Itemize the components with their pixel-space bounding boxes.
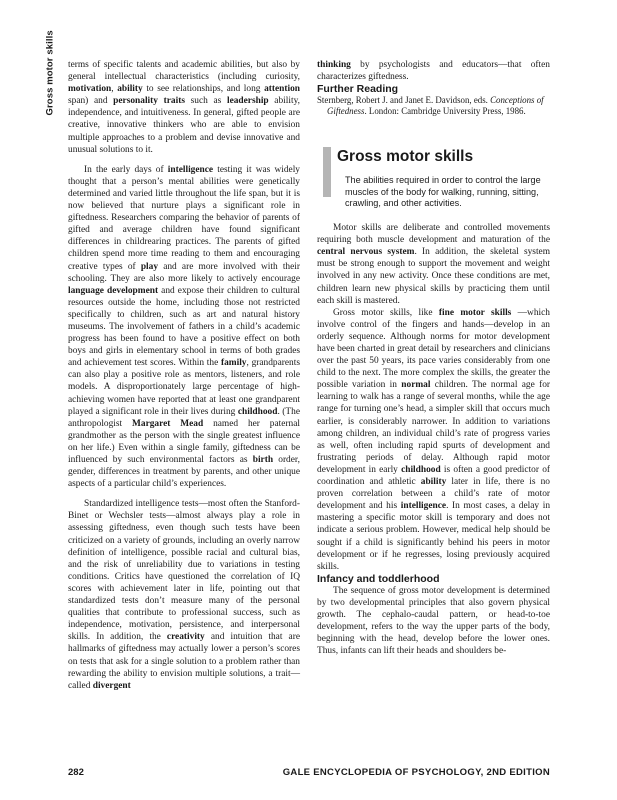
text-run: Sternberg, Robert J. and Janet E. Davidson, eds. — [317, 95, 491, 106]
side-tab-label: Gross motor skills — [44, 30, 56, 116]
left-paragraph-2 — [68, 164, 300, 491]
left-column — [68, 59, 300, 692]
text-run: and intuition that are hallmarks of giftedness may actually lower a person’s scores on tests that ask for a single solution to a problem rather than rewarding the ability to envision multiple solutions, a trait—called — [68, 632, 300, 691]
bold-term: play — [140, 261, 159, 272]
bold-term: intelligence — [167, 164, 214, 175]
bold-term: birth — [252, 455, 274, 465]
left-paragraph-3 — [68, 498, 300, 692]
text-run: and are more involved with their schooling. They are also more likely to actively encourage — [68, 261, 300, 284]
bold-term: ability — [117, 84, 143, 95]
further-reading-reference — [317, 95, 550, 117]
bold-term: childhood — [401, 464, 441, 475]
bold-term: intelligence — [400, 501, 447, 512]
text-run: . In addition, the skeletal system must be strong enough to support the movement and weight involved in any new activity. Once these conditions are met, children learn new physical skills by practicing them until each skill is mastered. — [317, 247, 550, 306]
further-reading-title: Further Reading — [317, 83, 399, 96]
entry-definition: The abilities required in order to control the large muscles of the body for walking, running, sitting, crawling, and other activities. — [345, 175, 541, 209]
bold-term: normal — [401, 380, 431, 391]
text-run: , — [111, 84, 118, 95]
bold-term: Margaret Mead — [132, 418, 204, 429]
text-run: terms of specific talents and academic abilities, but also by general intellectual characteristics (including curiosity, — [68, 60, 300, 83]
right-paragraph-1 — [317, 59, 550, 83]
text-run: and expose their children to cultural resources outside the home, including those not restricted specifically to children, such as art and natural history museums. The involvement of fathers in a child’s academic progress has been found to have a positive effect on both boys and girls in elementary school in terms of both grades and achievement test scores. Within the — [68, 285, 301, 369]
text-run: Gross motor skills, like — [333, 307, 439, 318]
side-tab — [40, 0, 56, 116]
text-run: named her paternal grandmother as the person with the single greatest influence on her life.) Even within a single family, giftedness can be influenced by such environmental factors as — [68, 418, 300, 465]
left-paragraph-1 — [68, 59, 300, 156]
bold-term: divergent — [92, 680, 131, 691]
text-run: such as — [184, 96, 227, 107]
bold-term: childhood — [237, 406, 278, 417]
text-run: is often a good predictor of coordination and athletic — [317, 464, 551, 488]
text-run: later in life, there is no proven correlation between a child’s rate of motor development and his — [317, 477, 550, 512]
text-run: . London: Cambridge University Press, 1986. — [364, 106, 526, 117]
text-run: . In most cases, a delay in mastering a specific motor skill is temporary and does not indicate a serious problem. However, medical help should be sought if a child is significantly behind his peers in motor development or if he regresses, losing previously acquired skills. — [317, 501, 551, 572]
text-run: span) and — [68, 96, 114, 107]
bold-term: fine motor skills — [438, 307, 512, 318]
text-run: by psychologists and educators—that often characterizes giftedness. — [317, 60, 550, 83]
text-run: to see relationships, and long — [142, 84, 265, 95]
page-number: 282 — [68, 767, 84, 778]
right-paragraph-4 — [317, 585, 550, 658]
text-run: —which involve control of the fingers and hands—develop in an orderly sequence. Although norms for motor development have been charted in great detail by researchers and clinicians over the past 50 years, its pace varies considerably from one child to the next. The more complex the skills, the greater the possible variation in — [317, 307, 550, 391]
text-run: In the early days of — [84, 164, 168, 175]
right-column — [317, 59, 550, 657]
bold-term: family — [220, 358, 247, 369]
bold-term: ability — [420, 477, 447, 488]
bold-term: leadership — [226, 96, 269, 107]
definition-box — [317, 147, 550, 210]
bold-term: creativity — [166, 632, 205, 643]
text-run: ability, independence, and intuitiveness. In general, gifted people are creative, innovative thinkers who are able to envision multiple approaches to a problem and devise innovative and unusual solutions to it. — [68, 96, 300, 155]
text-run: The sequence of gross motor development is determined by two developmental principles that also govern physical growth. The cephalo-caudal pattern, or head-to-toe development, refers to the way the upper parts of the body, beginning with the head, develop before the lower ones. Thus, infants can lift their heads and shoulders be- — [317, 585, 550, 657]
section-heading: Infancy and toddlerhood — [317, 572, 440, 585]
text-run: testing it was widely thought that a person’s mental abilities were genetically determined and varied little throughout the life span, but it is now believed that nurture plays a significant role in giftedness. Researchers comparing the behavior of parents of gifted and average children have found significant differences in childrearing practices. The parents of gifted children spend more time reading to them and encouraging creative types of — [68, 164, 300, 272]
entry-title: Gross motor skills — [337, 148, 474, 166]
bold-term: motivation — [68, 84, 112, 95]
italic-title: Conceptions of Giftedness — [327, 95, 544, 117]
right-paragraph-2 — [317, 222, 550, 307]
bold-term: central nervous system — [317, 247, 415, 258]
text-run: , grandparents can also play a positive role as mentors, listeners, and role models. A disproportionately large percentage of high-achieving women have reported that at least one grandparent played a significant role in their lives during — [68, 358, 300, 417]
bold-term: attention — [264, 84, 300, 95]
bold-term: language development — [68, 285, 159, 296]
bold-term: personality traits — [113, 96, 185, 107]
text-run: Standardized intelligence tests—most often the Stanford-Binet or Wechsler tests—almost always play a role in assessing giftedness, even though such tests have been criticized on a variety of grounds, including an overly narrow definition of intelligence, possible racial and cultural bias, and the risk of unreliability due to variations in testing conditions. Critics have questioned the correlation of IQ scores with achievement later in life, pointing out that standardized tests don’t measure many of the personal qualities that contribute to professional success, such as independence, motivation, persistence, and interpersonal skills. In addition, the — [68, 499, 300, 643]
right-paragraph-3 — [317, 307, 550, 573]
text-run: children. The normal age for learning to walk has a range of several months, while the age range for turning one’s head, a simpler skill that occurs much earlier, is considerably narrower. In addition to variations among children, an individual child’s rate of progress varies as well, often including rapid spurts of development and frustrating periods of delay. Although rapid motor development in early — [317, 380, 551, 475]
text-run: Motor skills are deliberate and controlled movements requiring both muscle development and maturation of the — [317, 223, 550, 246]
bold-term: thinking — [317, 60, 351, 70]
definition-box-bar — [323, 147, 331, 197]
text-run: order, gender, differences in treatment by parents, and other unique aspects of a particular child’s experiences. — [68, 455, 301, 490]
footer-title: GALE ENCYCLOPEDIA OF PSYCHOLOGY, 2ND EDITION — [282, 767, 550, 778]
text-run: . (The anthropologist — [68, 406, 300, 429]
